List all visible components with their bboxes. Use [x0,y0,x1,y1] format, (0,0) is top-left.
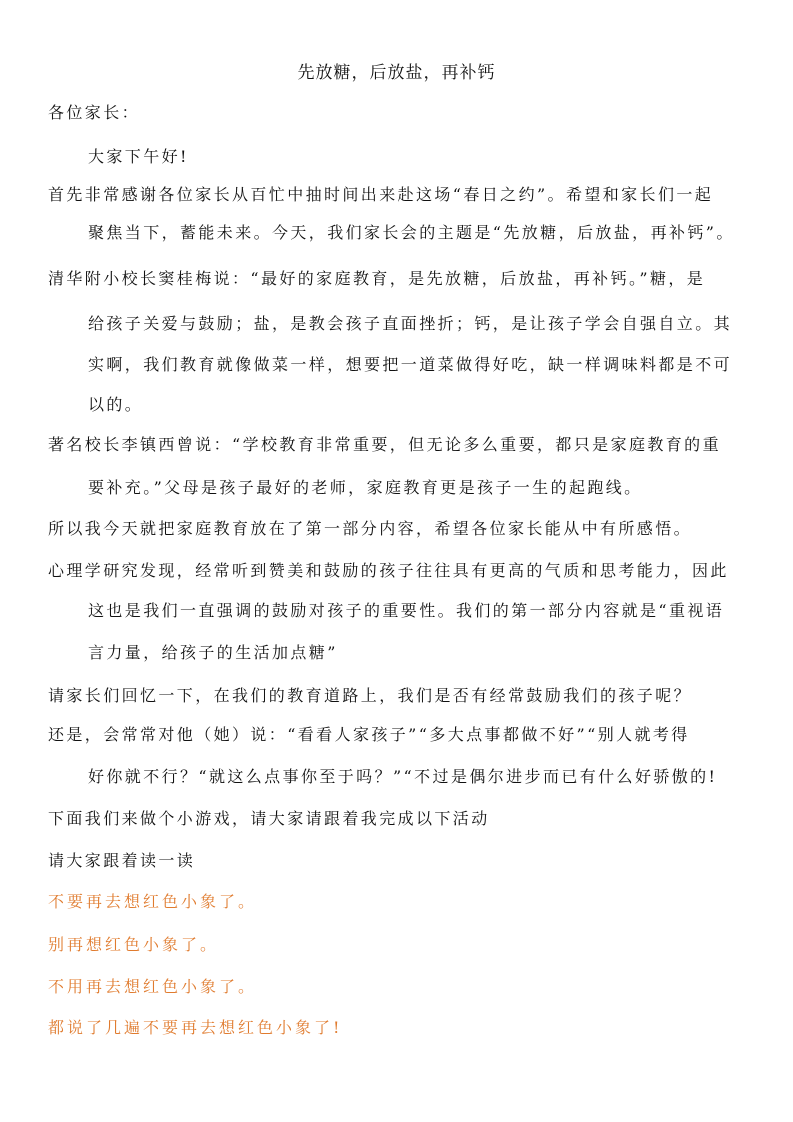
paragraph-line: 下面我们来做个小游戏，请大家请跟着我完成以下活动 [48,809,490,828]
paragraph-line: 实啊，我们教育就像做菜一样，想要把一道菜做得好吃，缺一样调味料都是不可 [88,355,733,374]
paragraph-line: 这也是我们一直强调的鼓励对孩子的重要性。我们的第一部分内容就是“重视语 [88,601,725,620]
paragraph-line: 给孩子关爱与鼓励；盐，是教会孩子直面挫折；钙，是让孩子学会自强自立。其 [88,314,733,333]
paragraph-line: 言力量，给孩子的生活加点糖” [88,643,338,662]
paragraph-line: 著名校长李镇西曾说：“学校教育非常重要，但无论多么重要，都只是家庭教育的重 [48,435,721,454]
paragraph-line: 以的。 [88,395,144,414]
paragraph-line: 清华附小校长窦桂梅说：“最好的家庭教育，是先放糖，后放盐，再补钙。”糖，是 [48,269,706,288]
highlighted-line: 不用再去想红色小象了。 [48,977,258,996]
document-title: 先放糖，后放盐，再补钙 [297,63,496,83]
greeting: 大家下午好! [88,147,189,166]
paragraph-line: 所以我今天就把家庭教育放在了第一部分内容，希望各位家长能从中有所感悟。 [48,519,693,538]
paragraph-line: 首先非常感谢各位家长从百忙中抽时间出来赴这场“春日之约”。希望和家长们一起 [48,185,714,204]
paragraph-line: 请家长们回忆一下，在我们的教育道路上，我们是否有经常鼓励我们的孩子呢？ [48,686,693,705]
paragraph-line: 要补充。”父母是孩子最好的老师，家庭教育更是孩子一生的起跑线。 [88,478,643,497]
paragraph-line: 请大家跟着读一读 [48,851,196,870]
salutation: 各位家长： [48,103,141,122]
highlighted-line: 不要再去想红色小象了。 [48,892,258,911]
highlighted-line: 别再想红色小象了。 [48,935,220,954]
paragraph-line: 好你就不行？“就这么点事你至于吗？”“不过是偶尔进步而已有什么好骄傲的! [88,767,718,786]
paragraph-line: 还是，会常常对他（她）说：“看看人家孩子”“多大点事都做不好”“别人就考得 [48,725,690,744]
paragraph-line: 聚焦当下，蓄能未来。今天，我们家长会的主题是“先放糖，后放盐，再补钙”。 [88,223,735,242]
paragraph-line: 心理学研究发现，经常听到赞美和鼓励的孩子往往具有更高的气质和思考能力，因此 [48,561,729,580]
highlighted-line: 都说了几遍不要再去想红色小象了! [48,1018,343,1037]
